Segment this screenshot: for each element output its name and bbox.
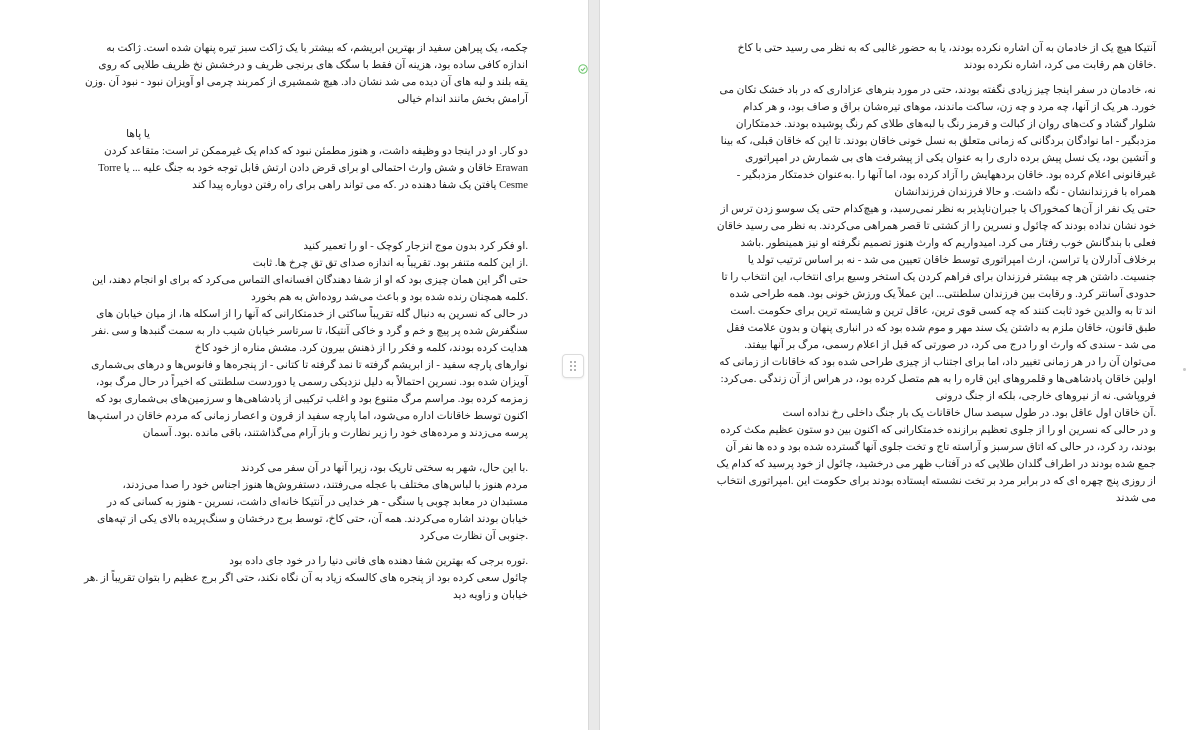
- paragraph: برخلاف آدارلان یا تراسن، ارث امپراتوری توسط خاقان تعیین می شد - نه بر اساس ترتیب تولد یا جنسیت. داشتن هر چه بیشتر فرزندان برای فراهم کردن یک استخر وسیع برای انتخاب، این انتخاب را تا حدودی آسانتر کرد. و رقابت بین فرزندان سلطنتی... این عملاً یک ورزش خونی بود. همه طراحی شده اند تا به والدین خود ثابت کنند که چه کسی قوی ترین، عاقل ترین و شایسته ترین برای حکومت .است: [721, 255, 1156, 317]
- paragraph: .آن خاقان اول عاقل بود. در طول سیصد سال خاقانات یک بار جنگ داخلی رخ نداده است: [782, 408, 1156, 419]
- paragraph: حتی یک نفر از آن‌ها کمخوراک یا جبران‌ناپذیر به نظر نمی‌رسید، و هیچ‌کدام حتی یک سوسو زدن ترس از خود نشان نداده بودند که چائول و نسرین را از کشتی تا قصر همراهی می‌کردند. به نظر می رسید خاقان فعلی با بندگانش خوب رفتار می کرد. امیدواریم که وارث هنوز تصمیم نگرفته او نیز همینطور .باشد: [716, 204, 1156, 249]
- scroll-indicator[interactable]: [1183, 368, 1186, 371]
- paragraph: و در حالی که نسرین او را از جلوی تعظیم برازنده خدمتکارانی که اکنون بین دو ستون عظیم مکث کرده بودند، رد کرد، در حالی که اتاق سرسبز و آراسته تاج و تخت جلوی آنها گسترده شده بود و ده ها نفر آن جمع شده بودند در اطراف گلدان طلایی که در آفتاب ظهر می درخشید، چائول از خود پرسید که کدام یک از روزی پنج چهره ای که در برابر مرد بر تخت نشسته ایستاده بودند برای حکومت این .امپراتوری انتخاب می شدند: [716, 425, 1156, 504]
- paragraph: حتی اگر این همان چیزی بود که او از شفا دهندگان افسانه‌ای التماس می‌کرد که برای او انجام دهند، این .کلمه همچنان رنده شده بود و باعث می‌شد روده‌اش به هم بخورد: [92, 275, 528, 303]
- paragraph: چکمه، یک پیراهن سفید از بهترین ابریشم، که بیشتر با یک ژاکت سبز تیره پنهان شده است. ژاکت به اندازه کافی ساده بود، هزینه آن فقط با سگک های برنجی ظریف و درخشش نخ ظریف طلایی که روی یقه بلند و لبه های آن دیده می شد نشان داد. هیچ شمشیری از کمربند چرمی او آویزان نبود - نبود آن .وزن آرامش بخش مانند اندام خیالی: [85, 43, 528, 105]
- paragraph: نوارهای پارچه سفید - از ابریشم گرفته تا نمد گرفته تا کتانی - از پنجره‌ها و فانوس‌ها و درهای بی‌شماری آویزان شده بود. نسرین احتمالاً به دلیل نزدیکی رسمی یا دوردست سلطنتی که اخیراً در حال مرگ بود، زمزمه کرده بود. مراسم مرگ متنوع بود و اغلب ترکیبی از پادشاهی‌ها و سرزمین‌های بی‌شماری بود که اکنون توسط خاقانات اداره می‌شود، اما پارچه سفید از قرون و اعصار زمانی که مردم خاقان در استپ‌ها پرسه می‌زدند و مرده‌های خود را زیر نظارت و باز آرام می‌گذاشتند، باقی مانده .بود. آسمان: [87, 360, 528, 439]
- check-icon: [578, 61, 588, 71]
- right-page-text: [716, 40, 1156, 507]
- paragraph: .از این کلمه متنفر بود. تقریباً به اندازه صدای تق تق چرخ ها. ثابت: [252, 258, 528, 269]
- grip-dots-icon: [569, 360, 577, 372]
- paragraph: .توره برجی که بهترین شفا دهنده های فانی دنیا را در خود جای داده بود: [229, 556, 528, 567]
- paragraph: طبق قانون، خاقان ملزم به داشتن یک سند مهر و موم شده بود که در انباری پنهان و بدون علامت فقل می شد - سندی که وارث او را درج می کرد، در صورتی که قبل از اعلام رسمی، مرگ بر آنها بیفتد. می‌توان آن را در هر زمانی تغییر داد، اما برای اجتناب از چیزی طراحی شده بود که خاقانات از زمانی که اولین خاقان پادشاهی‌ها و قلمروهای این قاره را به هم متصل کرده بود، در هراس از آن زندگی .می‌کرد: فروپاشی. نه از نیروهای خارجی، بلکه از جنگ درونی: [719, 323, 1156, 402]
- left-page: [0, 0, 588, 730]
- paragraph: یا پاها: [126, 129, 150, 140]
- right-page: [600, 0, 1188, 730]
- paragraph: چائول سعی کرده بود از پنجره های کالسکه زیاد به آن نگاه نکند، حتی اگر برج عظیم را بتوان تقریباً از .هر خیابان و زاویه دید: [84, 573, 528, 601]
- left-page-text: [84, 40, 528, 604]
- page-resize-handle[interactable]: [562, 354, 584, 378]
- paragraph: .با این حال، شهر به سختی تاریک بود، زیرا آنها در آن سفر می کردند: [240, 463, 528, 474]
- paragraph: در حالی که نسرین به دنبال گله تقریباً ساکتی از خدمتکارانی که آنها را از اسکله ها، از میان خیابان های سنگفرش شده پر پیچ و خم و گرد و خاکی آنتیکا، تا سرتاسر خیابان شیب دار به سمت گنبدها و سی .نفر هدایت کرده بودند، کلمه و فکر را از ذهنش بیرون کرد. مشش مناره از خود کاخ: [92, 309, 528, 354]
- paragraph: آنتیکا هیچ یک از خادمان به آن اشاره نکرده بودند، یا به حضور غالبی که به نظر می رسید حتی با کاخ .خاقان هم رقابت می کرد، اشاره نکرده بودند: [737, 43, 1156, 71]
- page-gutter: [588, 0, 600, 730]
- paragraph: .او فکر کرد بدون موج انزجار کوچک - او را تعمیر کنید: [303, 241, 528, 252]
- paragraph: دو کار. او در اینجا دو وظیفه داشت، و هنوز مطمئن نبود که کدام یک غیرممکن تر است: متقاعد کردن Erawan خاقان و شش وارث احتمالی او برای قرض دادن ارتش قابل توجه خود به جنگ علیه ... یا Torre Cesme یافتن یک شفا دهنده در .که می تواند راهی برای راه رفتن دوباره پیدا کند: [98, 146, 528, 191]
- paragraph: مردم هنوز با لباس‌های مختلف با عجله می‌رفتند، دستفروش‌ها هنوز اجناس خود را صدا می‌زدند، مستبدان در معابد چوبی یا سنگی - هر خدایی در آنتیکا خانه‌ای داشت، نسرین - هنوز به کسانی که در خیابان بودند اشاره می‌کردند. همه آن، حتی کاخ، توسط برج درخشان و سنگ‌پریده بالای یکی از تپه‌های .جنوبی آن نظارت می‌کرد: [96, 480, 528, 542]
- paragraph: نه، خادمان در سفر اینجا چیز زیادی نگفته بودند، حتی در مورد بنرهای عزاداری که در باد خشک تکان می خورد. هر یک از آنها، چه مرد و چه زن، ساکت ماندند، موهای تیره‌شان براق و صاف بود، و هر کدام شلوار گشاد و کت‌های روان از کبالت و قرمز رنگ با لبه‌های طلای کم رنگ پوشیده بودند. خدمتکاران مزدبگیر - اما نوادگان بردگانی که زمانی متعلق به نسل خونی خاقان بودند. تا این که خاقان قبلی، که بینا و آتشین بود، یک نسل پیش برده داری را به عنوان یکی از پیشرفت های بی شمارش در امپراتوری غیرقانونی اعلام کرده بود. خاقان بردههایش را آزاد کرده بود، اما آنها را .به‌عنوان خدمتکار مزدبگیر - همراه با فرزندانشان - نگه داشت. و حالا فرزندان فرزندانشان: [719, 85, 1156, 198]
